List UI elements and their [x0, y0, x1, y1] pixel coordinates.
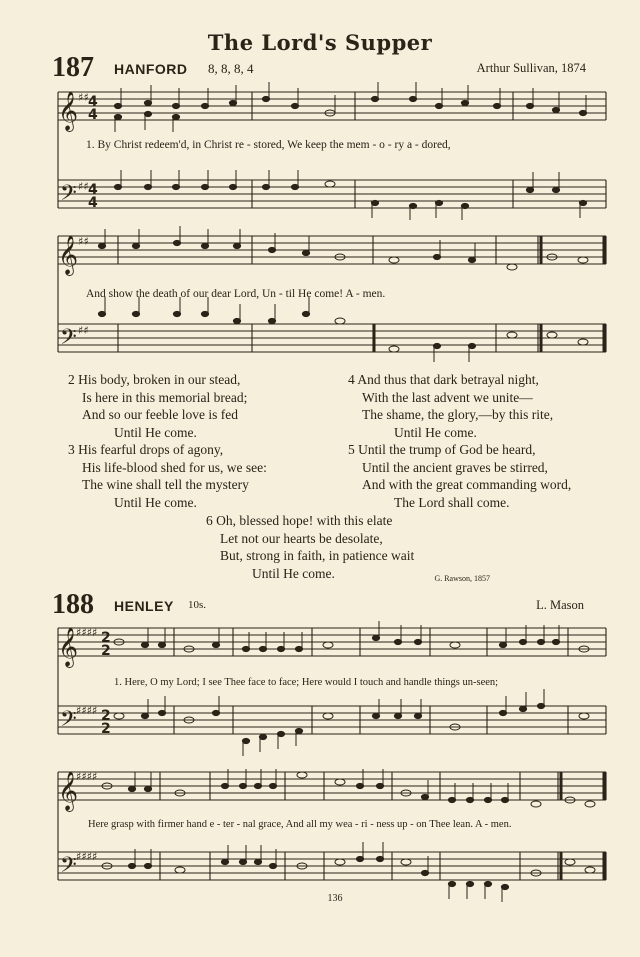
svg-text:♯♯♯♯: ♯♯♯♯	[76, 850, 98, 863]
hymn-188-number: 188	[52, 589, 94, 620]
hymn-187-lyric-line-1: 1. By Christ redeem'd, in Christ re - stored, We keep the mem - o - ry a - dored,	[86, 139, 451, 151]
hymn-187-meter: 8, 8, 8, 4	[208, 61, 254, 76]
stanza-line: And so our feeble love is fed	[82, 407, 238, 422]
stanza-line: 4 And thus that dark betrayal night,	[348, 372, 539, 387]
svg-text:♯♯♯♯: ♯♯♯♯	[76, 704, 98, 717]
stanza-line: Until He come.	[114, 494, 197, 510]
svg-text:4: 4	[88, 195, 98, 211]
stanza-2	[68, 371, 247, 441]
stanza-line: Until He come.	[394, 424, 477, 440]
svg-text:2: 2	[101, 643, 111, 659]
hymn-187-lyric-line-2: And show the death of our dear Lord, Un - til He come! A - men.	[86, 288, 386, 300]
stanza-line: His life-blood shed for us, we see:	[82, 459, 267, 475]
svg-text:𝄞: 𝄞	[58, 91, 79, 131]
stanza-line: 6 Oh, blessed hope! with this elate	[206, 513, 393, 528]
stanza-line: The wine shall tell the mystery	[82, 477, 249, 492]
stanza-line: With the last advent we unite—	[362, 389, 533, 405]
svg-text:4: 4	[88, 182, 98, 198]
hymn-188-lyric-line-1: 1. Here, O my Lord; I see Thee face to face; Here would I touch and handle things un-seen;	[114, 677, 499, 688]
svg-text:𝄢: 𝄢	[60, 181, 77, 211]
stanza-line: 5 Until the trump of God be heard,	[348, 442, 536, 457]
section-title: The Lord's Supper	[207, 30, 433, 55]
svg-text:♯♯♯♯: ♯♯♯♯	[76, 626, 98, 639]
staff-188-2-bass	[58, 852, 606, 880]
stanza-line: Until the ancient graves be stirred,	[362, 459, 548, 475]
svg-text:2: 2	[101, 721, 111, 737]
stanza-6	[206, 512, 414, 582]
svg-text:♯♯: ♯♯	[78, 180, 89, 193]
stanza-line: Until He come.	[252, 565, 335, 581]
staff-188-2-treble	[58, 772, 606, 800]
staff-187-1-bass	[58, 180, 606, 208]
svg-text:𝄞: 𝄞	[58, 771, 79, 811]
svg-text:𝄞: 𝄞	[58, 627, 79, 667]
stanza-line: And with the great commanding word,	[362, 477, 572, 492]
svg-text:𝄞: 𝄞	[58, 235, 79, 275]
stanza-line: Let not our hearts be desolate,	[220, 530, 383, 546]
svg-text:𝄢: 𝄢	[60, 707, 77, 737]
stanza-4	[348, 371, 553, 441]
page-number: 136	[327, 893, 343, 904]
svg-text:♯♯: ♯♯	[78, 235, 89, 248]
svg-text:𝄢: 𝄢	[60, 853, 77, 883]
svg-text:♯♯: ♯♯	[78, 324, 89, 337]
stanza-line: But, strong in faith, in patience wait	[220, 548, 415, 563]
stanza-line: Is here in this memorial bread;	[82, 389, 248, 405]
staff-187-2-bass	[58, 324, 606, 352]
stanza-line: The shame, the glory,—by this rite,	[362, 407, 554, 422]
svg-text:𝄢: 𝄢	[60, 325, 77, 355]
hymn-187-composer: Arthur Sullivan, 1874	[476, 61, 586, 75]
hymn-188-meter: 10s.	[188, 599, 207, 611]
hymn-187-author: G. Rawson, 1857	[434, 574, 490, 583]
stanza-5	[348, 441, 571, 511]
stanza-3	[68, 441, 267, 511]
svg-text:4: 4	[88, 94, 98, 110]
hymn-188-lyric-line-2: Here grasp with firmer hand e - ter - nal grace, And all my wea - ri - ness up - on Thee lean. A - men.	[88, 819, 512, 830]
stanza-line: 2 His body, broken in our stead,	[68, 372, 241, 387]
svg-text:2: 2	[101, 708, 111, 724]
svg-text:2: 2	[101, 630, 111, 646]
stanza-line: 3 His fearful drops of agony,	[68, 442, 224, 457]
svg-text:4: 4	[88, 107, 98, 123]
hymn-188-composer: L. Mason	[536, 598, 584, 612]
hymn-187-tune: HANFORD	[114, 61, 188, 77]
hymn-187-number: 187	[52, 52, 94, 83]
svg-text:♯♯: ♯♯	[78, 91, 89, 104]
stanza-line: Until He come.	[114, 424, 197, 440]
stanza-line: The Lord shall come.	[394, 494, 510, 510]
hymn-188-tune: HENLEY	[114, 598, 174, 614]
svg-text:♯♯♯♯: ♯♯♯♯	[76, 770, 98, 783]
staff-187-2-treble	[58, 236, 606, 264]
